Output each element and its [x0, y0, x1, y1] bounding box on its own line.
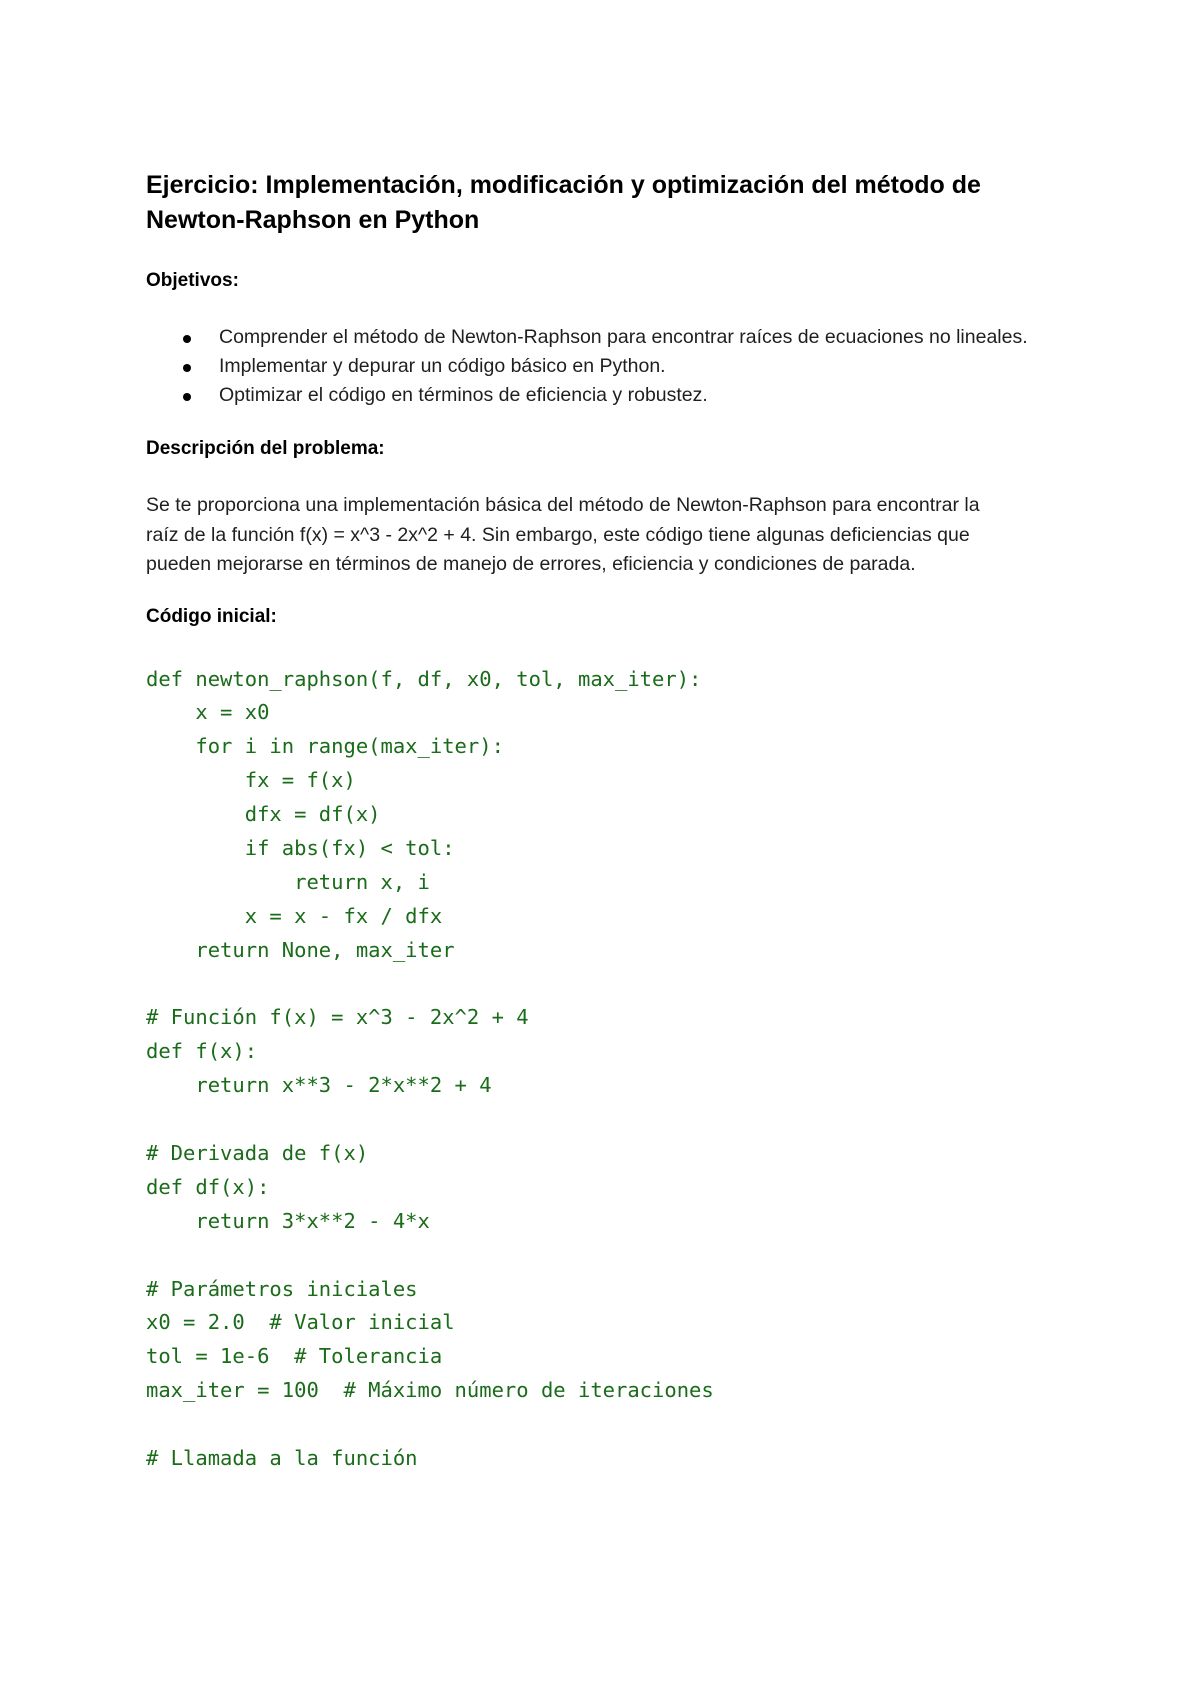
code-line: return x, i: [146, 869, 430, 894]
bullet-icon: [183, 393, 191, 401]
code-line: [146, 1239, 1066, 1273]
code-line: fx = f(x): [146, 768, 356, 793]
description-heading: Descripción del problema:: [146, 438, 385, 459]
code-line: return 3*x**2 - 4*x: [146, 1208, 430, 1233]
code-line: def f(x):: [146, 1039, 258, 1064]
objectives-heading: Objetivos:: [146, 270, 239, 291]
code-line: [146, 1408, 1066, 1442]
objective-text: Comprender el método de Newton-Raphson para encontrar raíces de ecuaciones no lineales.: [219, 326, 1028, 348]
document-title: Ejercicio: Implementación, modificación y optimización del método de Newton-Raphson en Python: [146, 171, 981, 234]
code-block: [146, 663, 1066, 1476]
code-line: # Llamada a la función: [146, 1445, 418, 1470]
objectives-list: [146, 323, 1066, 410]
code-line: dfx = df(x): [146, 802, 381, 827]
code-line: # Función f(x) = x^3 - 2x^2 + 4: [146, 1005, 529, 1030]
bullet-icon: [183, 335, 191, 343]
code-line: return None, max_iter: [146, 937, 455, 962]
code-line: x = x - fx / dfx: [146, 903, 443, 928]
code-line: max_iter = 100 # Máximo número de iteraciones: [146, 1378, 714, 1403]
code-line: for i in range(max_iter):: [146, 734, 504, 759]
code-line: return x**3 - 2*x**2 + 4: [146, 1073, 492, 1098]
objective-text: Optimizar el código en términos de eficiencia y robustez.: [219, 384, 708, 406]
code-line: x = x0: [146, 700, 270, 725]
code-line: def df(x):: [146, 1174, 270, 1199]
code-line: [146, 1103, 1066, 1137]
bullet-icon: [183, 364, 191, 372]
objective-item: [219, 381, 1066, 410]
description-paragraph: Se te proporciona una implementación básica del método de Newton-Raphson para encontrar la raíz de la función f(x) = x^3 - 2x^2 + 4. Sin embargo, este código tiene algunas deficiencias que pueden mejorarse en términos de manejo de errores, eficiencia y condiciones de parada.: [146, 494, 980, 575]
code-line: def newton_raphson(f, df, x0, tol, max_iter):: [146, 666, 702, 691]
code-heading: Código inicial:: [146, 605, 277, 627]
code-line: # Parámetros iniciales: [146, 1276, 418, 1301]
code-line: tol = 1e-6 # Tolerancia: [146, 1344, 443, 1369]
document-page: [146, 168, 1066, 1476]
code-line: x0 = 2.0 # Valor inicial: [146, 1310, 455, 1335]
code-line: [146, 968, 1066, 1002]
objective-text: Implementar y depurar un código básico en Python.: [219, 355, 666, 377]
code-line: if abs(fx) < tol:: [146, 835, 455, 860]
objective-item: [219, 323, 1066, 352]
code-line: # Derivada de f(x): [146, 1140, 369, 1165]
objective-item: [219, 352, 1066, 381]
